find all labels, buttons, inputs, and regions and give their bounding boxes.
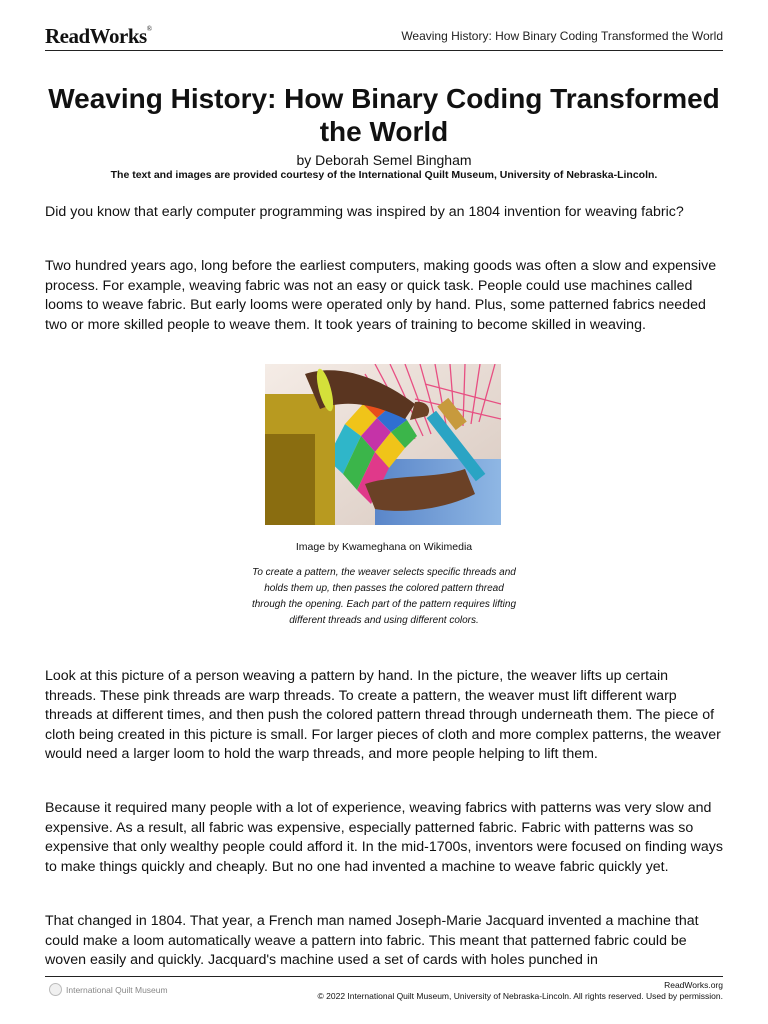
paragraph: Two hundred years ago, long before the earliest computers, making goods was often a slow and expensive process. For example, weaving fabric was not an easy or quick task. People could use machines called looms to weave fabric. But early looms were operated only by hand. Plus, some patterned fabrics needed two or more skilled people to weave them. It took years of training to become skilled in weaving. — [45, 258, 717, 333]
page-header — [45, 22, 723, 51]
paragraph: Because it required many people with a lot of experience, weaving fabrics with patterns was very slow and expensive. As a result, all fabric was expensive, especially patterned fabric. Fabric with patterns was so expensive that only wealthy people could afford it. In the mid-1700s, inventors were focused on finding ways to make things quickly and cheaply. But no one had invented a machine to weave fabric quickly yet. — [45, 800, 723, 875]
courtesy-note: The text and images are provided courtesy of the International Quilt Museum, University of Nebraska-Lincoln. — [110, 169, 658, 181]
museum-logo — [49, 983, 168, 996]
paragraph: Look at this picture of a person weaving a pattern by hand. In the picture, the weaver lifts up certain threads. These pink threads are warp threads. To create a pattern, the weaver must lift different warp threads at different times, and then push the colored pattern thread through underneath them. The piece of cloth being created in this picture is small. For larger pieces of cloth and more complex patterns, the weaver would need a larger loom to hold the warp threads, and more people helping to lift them. — [45, 668, 721, 762]
site-link[interactable]: ReadWorks.org — [664, 980, 723, 990]
copyright-text: © 2022 International Quilt Museum, University of Nebraska-Lincoln. All rights reserved. Used by permission. — [317, 991, 723, 1001]
header-title: Weaving History: How Binary Coding Transformed the World — [401, 29, 723, 43]
paragraph: That changed in 1804. That year, a French man named Joseph-Marie Jacquard invented a machine that could make a loom automatically weave a pattern into fabric. This meant that patterned fabric could be woven easily and quickly. Jacquard's machine used a set of cards with holes punched in — [45, 913, 699, 968]
page-footer — [45, 976, 723, 1007]
image-caption: To create a pattern, the weaver selects specific threads and holds them up, then passes the colored pattern thread through the opening. Each part of the pattern requires lifting different threads and using different colors. — [251, 567, 517, 626]
paragraph: Did you know that early computer programming was inspired by an 1804 invention for weaving fabric? — [45, 204, 684, 220]
article-title: Weaving History: How Binary Coding Transformed the World — [48, 83, 720, 147]
museum-logo-icon — [49, 983, 62, 996]
footer-copyright — [318, 980, 723, 1002]
image-credit: Image by Kwameghana on Wikimedia — [295, 541, 473, 553]
museum-logo-text: International Quilt Museum — [66, 984, 168, 995]
weaving-photo — [265, 364, 501, 525]
byline: by Deborah Semel Bingham — [296, 152, 472, 168]
readworks-logo: ReadWorks® — [45, 24, 152, 48]
